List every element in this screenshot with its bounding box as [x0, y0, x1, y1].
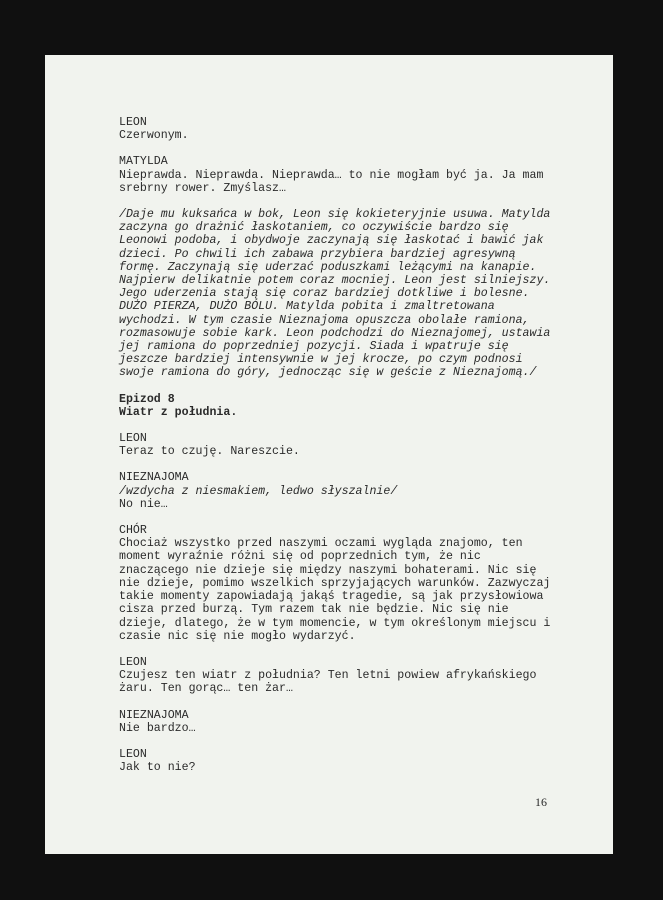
script-content [119, 116, 559, 787]
dialogue-text: Nieprawda. Nieprawda. Nieprawda… to nie mogłam być ja. Ja mam srebrny rower. Zmyślasz… [119, 168, 544, 195]
speaker-name: NIEZNAJOMA [119, 708, 189, 722]
episode-title: Wiatr z południa. [119, 405, 238, 419]
dialogue-block [119, 656, 559, 696]
dialogue-text: Nie bardzo… [119, 721, 196, 735]
episode-label: Epizod 8 [119, 392, 175, 406]
dialogue-block [119, 471, 559, 511]
script-page [45, 55, 613, 854]
stage-direction: /Daje mu kuksańca w bok, Leon się kokieteryjnie usuwa. Matylda zaczyna go drażnić łaskotaniem, co oczywiście bardzo się Leonowi podoba, i obydwoje zaczynają się łaskotać i bawić jak dzieci. Po chwili ich zabawa przybiera bardziej agresywną formę. Zaczynają się uderzać poduszkami leżącymi na kanapie. Najpierw delikatnie potem coraz mocniej. Leon jest silniejszy. Jego uderzenia stają się coraz bardziej dotkliwe i bolesne. DUŻO PIERZA, DUŻO BÓLU. Matylda pobita i zmaltretowana wychodzi. W tym czasie Nieznajoma opuszcza obolałe ramiona, rozmasowuje sobie kark. Leon podchodzi do Nieznajomej, ustawia jej ramiona do poprzedniej pozycji. Siada i wpatruje się jeszcze bardziej intensywnie w jej krocze, po czym podnosi swoje ramiona do góry, jednocząc się w geście z Nieznajomą./ [119, 208, 551, 380]
speaker-name: LEON [119, 747, 147, 761]
episode-heading [119, 393, 559, 419]
dialogue-text: Chociaż wszystko przed naszymi oczami wygląda znajomo, ten moment wyraźnie różni się od poprzednich tym, że nic znaczącego nie dzieje się między naszymi bohaterami. Nic się nie dzieje, pomimo wszelkich sprzyjających warunków. Zazwyczaj takie momenty zapowiadają jakąś tragedie, są jak przysłowiowa cisza przed burzą. Tym razem tak nie będzie. Nic się nie dzieje, dlatego, że w tym momencie, w tym określonym miejscu i czasie nic się nie mogło wydarzyć. [119, 537, 551, 643]
dialogue-text: Czerwonym. [119, 129, 189, 143]
dialogue-text: Jak to nie? [119, 761, 196, 775]
dialogue-text: Teraz to czuję. Nareszcie. [119, 445, 300, 459]
dialogue-block [119, 432, 559, 458]
dialogue-block [119, 116, 559, 142]
dialogue-block [119, 155, 559, 195]
speaker-direction: /wzdycha z niesmakiem, ledwo słyszalnie/ [119, 484, 398, 498]
speaker-name: LEON [119, 655, 147, 669]
page-number: 16 [535, 795, 547, 809]
dialogue-text: Czujesz ten wiatr z południa? Ten letni powiew afrykańskiego żaru. Ten gorąc… ten żar… [119, 669, 537, 696]
speaker-name: LEON [119, 116, 147, 129]
dialogue-block [119, 748, 559, 774]
dialogue-block [119, 524, 559, 643]
speaker-name: MATYLDA [119, 155, 168, 169]
speaker-name: LEON [119, 432, 147, 446]
speaker-name: NIEZNAJOMA [119, 471, 189, 485]
dialogue-block [119, 709, 559, 735]
speaker-name: CHÓR [119, 524, 147, 538]
dialogue-text: No nie… [119, 497, 168, 511]
